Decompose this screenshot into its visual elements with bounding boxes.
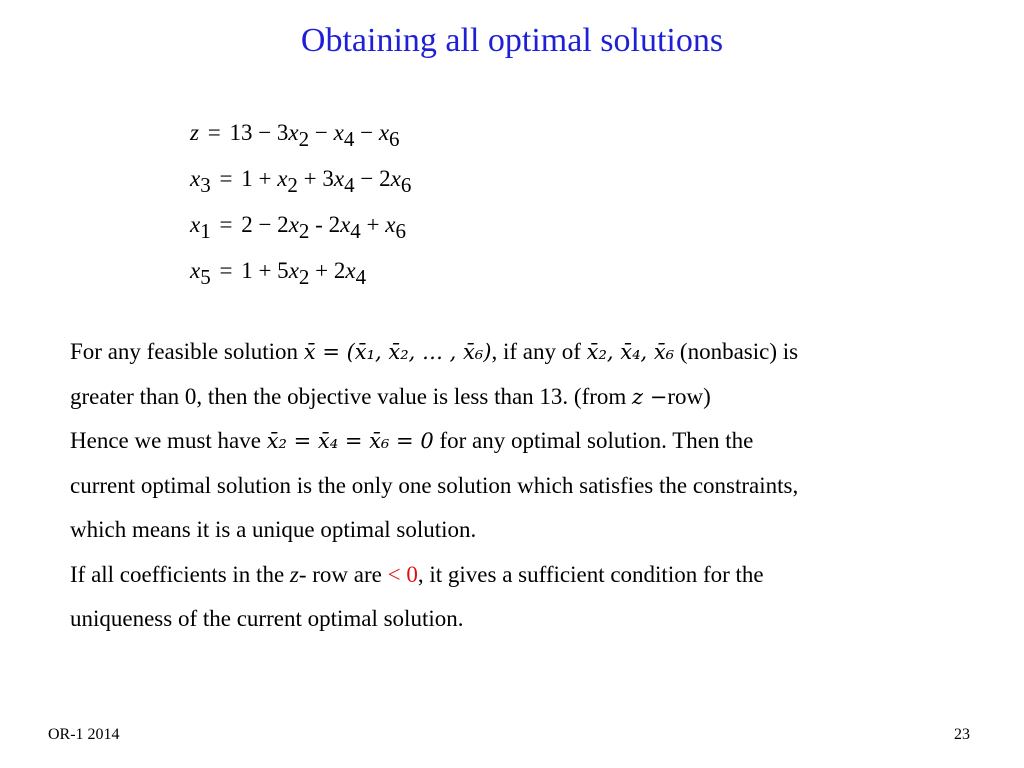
equation-lhs: x [190,166,201,191]
equation-lhs: x [190,212,201,237]
paragraph-line [70,553,990,598]
equation-line: $z = 13 - 3x_2 - x_4 - x_6$ [190,120,400,151]
text: , if any of [491,339,587,364]
equation-line: $x_1 = 2 - 2x_2 - 2x_4 + x_6$ [190,212,406,243]
slide-title: Obtaining all optimal solutions [300,22,724,59]
text: (nonbasic) is [674,339,799,364]
text: greater than 0, then the objective value is less than 13. (from [70,383,633,409]
equation-lhs: x [190,258,201,283]
math-zero-condition: x̄₂ = x̄₄ = x̄₆ = 0 [266,429,434,453]
math-nonbasic-vars: x̄₂, x̄₄, x̄₆ [586,340,675,364]
math-feasible-solution: x̄ = (x̄₁, x̄₂, … , x̄₆) [303,340,492,364]
equation-lhs: z [190,120,199,145]
highlight-less-than-zero: < 0 [387,561,418,587]
paragraph-line [70,419,990,464]
text: - row are [298,561,388,587]
paragraph-line: which means it is a unique optimal solution. [70,517,477,542]
equation-line: $x_5 = 1 + 5x_2 + 2x_4$ [190,258,367,289]
text: Hence we must have [70,428,267,453]
math-z-row: z − [632,384,668,409]
math-z: z [289,561,299,587]
slide-body [70,330,990,642]
paragraph-line [70,375,990,420]
text: If all coefficients in the [70,561,290,587]
paragraph-line [70,330,990,375]
equation-system [190,118,411,302]
text: , it gives a sufficient condition for the [417,561,764,587]
page-number: 23 [954,726,970,743]
paragraph-line: current optimal solution is the only one solution which satisfies the constraints, [70,472,799,498]
text: row) [667,383,711,409]
paragraph-line: uniqueness of the current optimal solution. [70,606,464,631]
text: for any optimal solution. Then the [433,428,754,453]
footer-course: OR-1 2014 [48,726,120,743]
text: For any feasible solution [70,339,304,364]
equation-line: $x_3 = 1 + x_2 + 3x_4 - 2x_6$ [190,166,412,197]
